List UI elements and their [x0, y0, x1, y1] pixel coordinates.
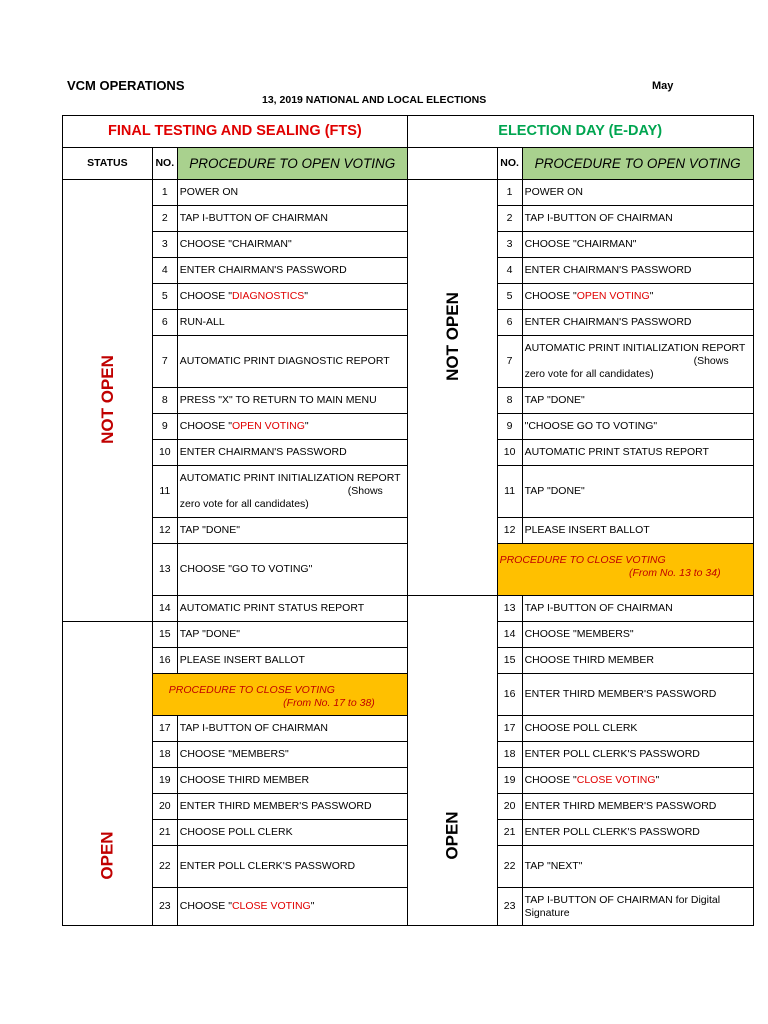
- fts-step-description: [177, 888, 407, 926]
- fts-step-number: 21: [152, 820, 177, 846]
- fts-step-description: TAP "DONE": [177, 622, 407, 648]
- eday-status-header-blank: [407, 148, 497, 180]
- eday-step-description: TAP "NEXT": [522, 846, 753, 888]
- fts-step-number: 8: [152, 388, 177, 414]
- step-text-line1: AUTOMATIC PRINT INITIALIZATION REPORT: [179, 472, 401, 484]
- eday-step-number: 19: [497, 768, 522, 794]
- step-text: ": [304, 420, 309, 432]
- eday-step-description: [522, 336, 753, 388]
- eday-step-number: 21: [497, 820, 522, 846]
- step-text: ": [655, 774, 660, 786]
- procedure-table-wrapper: [62, 115, 754, 926]
- eday-step-number: 14: [497, 622, 522, 648]
- table-row: [63, 180, 754, 206]
- status-label: OPEN: [442, 811, 462, 860]
- eday-step-number: 6: [497, 310, 522, 336]
- fts-step-description: ENTER THIRD MEMBER'S PASSWORD: [177, 794, 407, 820]
- fts-step-number: 13: [152, 544, 177, 596]
- eday-close-voting-box: [497, 544, 753, 596]
- eday-step-number: 17: [497, 716, 522, 742]
- eday-step-description: [522, 284, 753, 310]
- step-highlight: OPEN VOTING: [576, 290, 650, 302]
- step-text: CHOOSE ": [524, 290, 577, 302]
- fts-step-number: 1: [152, 180, 177, 206]
- eday-no-column-header: NO.: [497, 148, 522, 180]
- step-highlight: DIAGNOSTICS: [231, 290, 305, 302]
- eday-step-description: ENTER THIRD MEMBER'S PASSWORD: [522, 674, 753, 716]
- eday-step-description: ENTER POLL CLERK'S PASSWORD: [522, 820, 753, 846]
- fts-step-number: 20: [152, 794, 177, 820]
- fts-step-description: CHOOSE POLL CLERK: [177, 820, 407, 846]
- fts-status-not-open: [63, 180, 153, 622]
- fts-step-description: POWER ON: [177, 180, 407, 206]
- eday-step-number: 23: [497, 888, 522, 926]
- close-voting-range: (From No. 17 to 38): [283, 697, 375, 709]
- eday-step-number: 3: [497, 232, 522, 258]
- fts-step-description: RUN-ALL: [177, 310, 407, 336]
- fts-step-description: ENTER POLL CLERK'S PASSWORD: [177, 846, 407, 888]
- eday-step-number: 5: [497, 284, 522, 310]
- column-header-row: [63, 148, 754, 180]
- eday-status-not-open: [407, 180, 497, 596]
- status-label: NOT OPEN: [442, 292, 462, 381]
- eday-step-description: ENTER THIRD MEMBER'S PASSWORD: [522, 794, 753, 820]
- eday-step-description: ENTER CHAIRMAN'S PASSWORD: [522, 310, 753, 336]
- fts-step-number: 3: [152, 232, 177, 258]
- step-text: CHOOSE ": [179, 290, 232, 302]
- eday-step-number: 7: [497, 336, 522, 388]
- eday-step-number: 10: [497, 440, 522, 466]
- fts-step-number: 2: [152, 206, 177, 232]
- fts-step-number: 11: [152, 466, 177, 518]
- header-month: May: [652, 80, 674, 92]
- eday-step-description: TAP I-BUTTON OF CHAIRMAN: [522, 206, 753, 232]
- step-text: ": [310, 900, 315, 912]
- fts-step-description: ENTER CHAIRMAN'S PASSWORD: [177, 258, 407, 284]
- eday-step-description: CHOOSE THIRD MEMBER: [522, 648, 753, 674]
- eday-step-description: PLEASE INSERT BALLOT: [522, 518, 753, 544]
- fts-step-number: 12: [152, 518, 177, 544]
- fts-step-description: PLEASE INSERT BALLOT: [177, 648, 407, 674]
- fts-step-description: CHOOSE "MEMBERS": [177, 742, 407, 768]
- eday-step-description: [522, 768, 753, 794]
- close-voting-title: PROCEDURE TO CLOSE VOTING: [168, 684, 335, 696]
- eday-step-number: 1: [497, 180, 522, 206]
- fts-step-number: 18: [152, 742, 177, 768]
- eday-step-number: 16: [497, 674, 522, 716]
- eday-procedure-header: PROCEDURE TO OPEN VOTING: [522, 148, 753, 180]
- fts-step-description: PRESS "X" TO RETURN TO MAIN MENU: [177, 388, 407, 414]
- status-label: OPEN: [97, 831, 117, 880]
- step-text: ": [649, 290, 654, 302]
- fts-step-number: 5: [152, 284, 177, 310]
- fts-step-number: 7: [152, 336, 177, 388]
- step-text-line2: Signature: [524, 906, 570, 919]
- eday-step-description: POWER ON: [522, 180, 753, 206]
- step-text-line2: (Shows: [347, 485, 383, 497]
- fts-step-number: 4: [152, 258, 177, 284]
- table-row: [63, 596, 754, 622]
- step-text-line3: zero vote for all candidates): [179, 498, 309, 510]
- step-text: ": [304, 290, 309, 302]
- status-column-header: STATUS: [63, 148, 153, 180]
- eday-step-description: "CHOOSE GO TO VOTING": [522, 414, 753, 440]
- step-text-line1: TAP I-BUTTON OF CHAIRMAN for Digital: [524, 893, 721, 906]
- eday-step-description: CHOOSE POLL CLERK: [522, 716, 753, 742]
- eday-status-open: [407, 596, 497, 926]
- fts-step-description: TAP "DONE": [177, 518, 407, 544]
- eday-step-description: TAP "DONE": [522, 388, 753, 414]
- fts-step-number: 6: [152, 310, 177, 336]
- fts-step-number: 14: [152, 596, 177, 622]
- fts-procedure-header: PROCEDURE TO OPEN VOTING: [177, 148, 407, 180]
- eday-step-number: 15: [497, 648, 522, 674]
- fts-step-number: 10: [152, 440, 177, 466]
- step-text: CHOOSE ": [524, 774, 577, 786]
- procedure-table: [62, 115, 754, 926]
- fts-step-description: ENTER CHAIRMAN'S PASSWORD: [177, 440, 407, 466]
- eday-step-description: AUTOMATIC PRINT STATUS REPORT: [522, 440, 753, 466]
- eday-step-description: ENTER POLL CLERK'S PASSWORD: [522, 742, 753, 768]
- step-text-line1: AUTOMATIC PRINT INITIALIZATION REPORT: [524, 342, 746, 354]
- fts-step-description: [177, 414, 407, 440]
- fts-step-number: 15: [152, 622, 177, 648]
- document-title: VCM OPERATIONS: [67, 78, 185, 93]
- eday-step-number: 4: [497, 258, 522, 284]
- fts-step-description: CHOOSE THIRD MEMBER: [177, 768, 407, 794]
- step-highlight: CLOSE VOTING: [231, 900, 311, 912]
- fts-step-number: 9: [152, 414, 177, 440]
- eday-step-description: ENTER CHAIRMAN'S PASSWORD: [522, 258, 753, 284]
- status-label: NOT OPEN: [97, 354, 117, 444]
- eday-step-number: 11: [497, 466, 522, 518]
- fts-step-number: 22: [152, 846, 177, 888]
- fts-step-number: 17: [152, 716, 177, 742]
- eday-step-description: CHOOSE "MEMBERS": [522, 622, 753, 648]
- fts-step-number: 16: [152, 648, 177, 674]
- step-highlight: CLOSE VOTING: [576, 774, 656, 786]
- eday-step-number: 20: [497, 794, 522, 820]
- eday-step-description: TAP "DONE": [522, 466, 753, 518]
- section-header-row: [63, 116, 754, 148]
- fts-close-voting-box: [152, 674, 407, 716]
- eday-step-number: 22: [497, 846, 522, 888]
- fts-step-description: CHOOSE "CHAIRMAN": [177, 232, 407, 258]
- fts-no-column-header: NO.: [152, 148, 177, 180]
- fts-step-number: 19: [152, 768, 177, 794]
- step-text: CHOOSE ": [179, 420, 232, 432]
- step-text-line2: (Shows: [693, 355, 729, 367]
- fts-step-description: TAP I-BUTTON OF CHAIRMAN: [177, 206, 407, 232]
- step-text: CHOOSE ": [179, 900, 232, 912]
- fts-step-description: TAP I-BUTTON OF CHAIRMAN: [177, 716, 407, 742]
- eday-step-number: 2: [497, 206, 522, 232]
- eday-step-description: CHOOSE "CHAIRMAN": [522, 232, 753, 258]
- eday-step-number: 9: [497, 414, 522, 440]
- eday-step-number: 18: [497, 742, 522, 768]
- fts-step-number: 23: [152, 888, 177, 926]
- close-voting-title: PROCEDURE TO CLOSE VOTING: [499, 554, 666, 566]
- fts-step-description: AUTOMATIC PRINT STATUS REPORT: [177, 596, 407, 622]
- eday-step-description: [522, 888, 753, 926]
- fts-step-description: AUTOMATIC PRINT DIAGNOSTIC REPORT: [177, 336, 407, 388]
- fts-status-open: [63, 622, 153, 926]
- eday-step-number: 12: [497, 518, 522, 544]
- fts-step-description: [177, 284, 407, 310]
- eday-section-title: ELECTION DAY (E-DAY): [407, 116, 753, 148]
- eday-step-number: 13: [497, 596, 522, 622]
- fts-step-description: [177, 466, 407, 518]
- fts-section-title: FINAL TESTING AND SEALING (FTS): [63, 116, 408, 148]
- header-subtitle: 13, 2019 NATIONAL AND LOCAL ELECTIONS: [262, 94, 487, 106]
- eday-step-description: TAP I-BUTTON OF CHAIRMAN: [522, 596, 753, 622]
- step-text-line3: zero vote for all candidates): [524, 368, 654, 380]
- eday-step-number: 8: [497, 388, 522, 414]
- step-highlight: OPEN VOTING: [231, 420, 305, 432]
- close-voting-range: (From No. 13 to 34): [628, 567, 721, 579]
- fts-step-description: CHOOSE "GO TO VOTING": [177, 544, 407, 596]
